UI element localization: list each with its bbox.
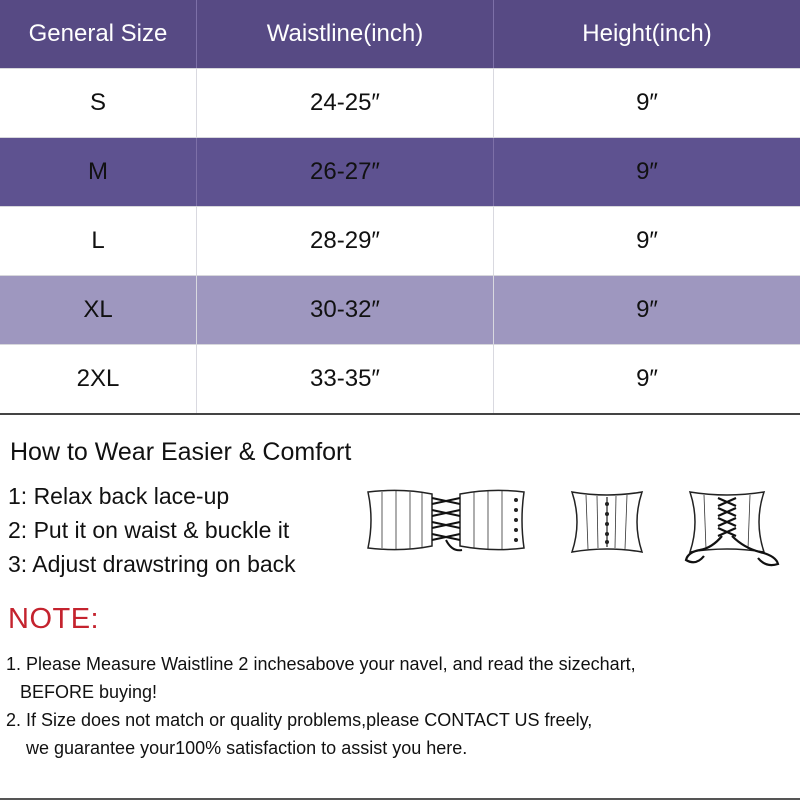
note-line: 2. If Size does not match or quality problems,please CONTACT US freely, (6, 710, 593, 730)
note-list (6, 650, 636, 762)
waist-cell: 28-29″ (197, 207, 494, 275)
step-item: 1: Relax back lace-up (8, 483, 230, 509)
step-item: 3: Adjust drawstring on back (8, 551, 296, 577)
corset-open-laced-icon (362, 486, 532, 556)
corset-front-buckled-icon (566, 486, 648, 558)
header-waistline: Waistline(inch) (197, 0, 494, 68)
waist-cell: 26-27″ (197, 138, 494, 206)
header-height: Height(inch) (582, 20, 712, 47)
height-cell: 9″ (636, 158, 658, 185)
table-row (0, 138, 800, 207)
height-cell: 9″ (636, 365, 658, 392)
size-cell: M (0, 138, 197, 206)
step-item: 2: Put it on waist & buckle it (8, 517, 290, 543)
waist-cell: 30-32″ (197, 276, 494, 344)
table-header-row (0, 0, 800, 69)
size-cell: XL (0, 276, 197, 344)
note-line: 1. Please Measure Waistline 2 inchesabove your navel, and read the sizechart, (6, 654, 636, 674)
how-to-wear-title: How to Wear Easier & Comfort (10, 438, 352, 466)
header-general-size: General Size (0, 0, 197, 68)
corset-back-laced-icon (682, 486, 782, 568)
height-cell: 9″ (636, 296, 658, 323)
note-line: we guarantee your100% satisfaction to assist you here. (26, 738, 468, 758)
waist-cell: 33-35″ (197, 345, 494, 413)
size-cell: 2XL (0, 345, 197, 413)
note-line: BEFORE buying! (20, 682, 158, 702)
waist-cell: 24-25″ (197, 69, 494, 137)
note-title: NOTE: (8, 603, 100, 635)
table-row (0, 345, 800, 415)
height-cell: 9″ (636, 89, 658, 116)
size-cell: L (0, 207, 197, 275)
table-row (0, 69, 800, 138)
height-cell: 9″ (636, 227, 658, 254)
table-row (0, 276, 800, 345)
table-row (0, 207, 800, 276)
how-to-steps (8, 479, 296, 581)
size-cell: S (0, 69, 197, 137)
